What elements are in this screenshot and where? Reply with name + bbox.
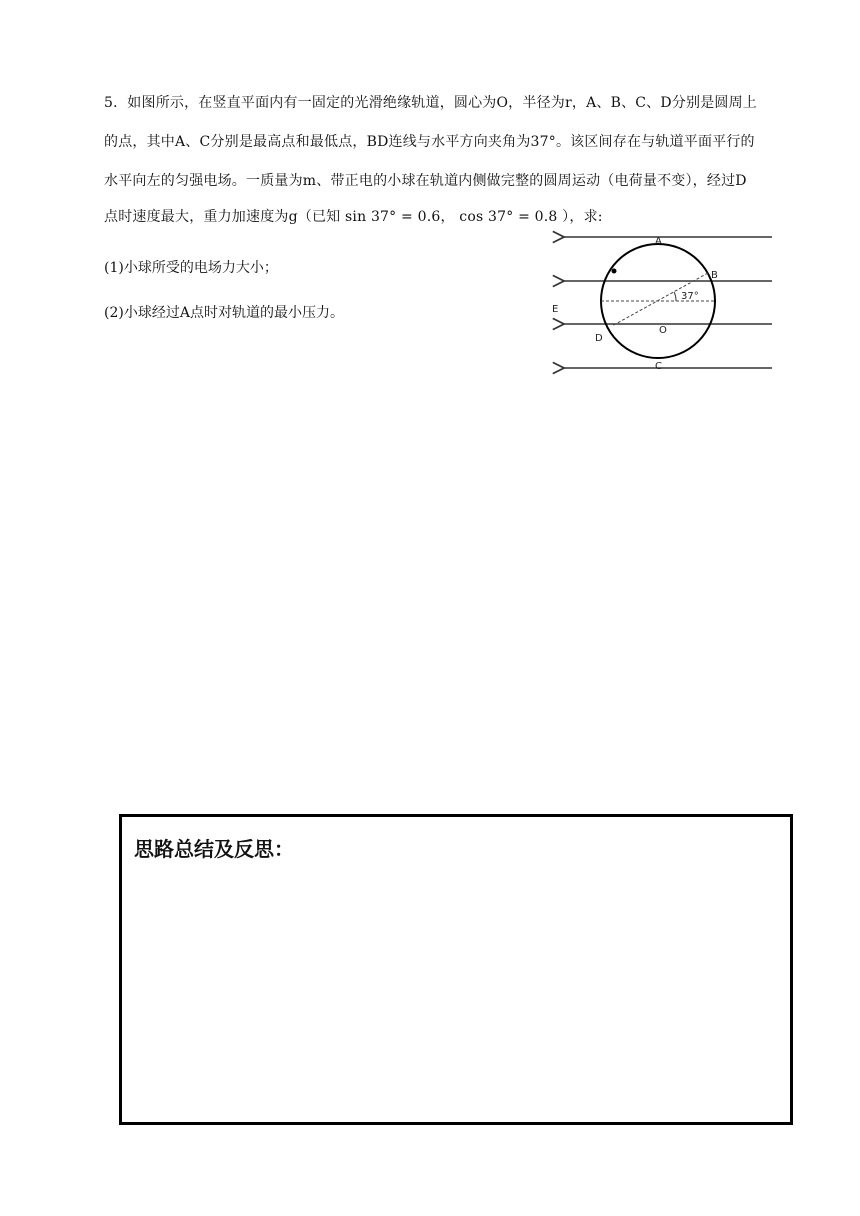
label-c: C <box>655 361 662 372</box>
summary-box-title: 思路总结及反思： <box>134 837 294 861</box>
label-o: O <box>659 325 667 336</box>
question-line-1: 5．如图所示，在竖直平面内有一固定的光滑绝缘轨道，圆心为O，半径为r，A、B、C、D分别是圆周上 <box>104 95 758 111</box>
question-line-3: 水平向左的匀强电场。一质量为m、带正电的小球在轨道内侧做完整的圆周运动（电荷量不变），经过D <box>104 173 747 189</box>
label-a: A <box>655 236 662 247</box>
sub-question-1: (1)小球所受的电场力大小； <box>104 260 278 276</box>
ball <box>612 269 617 274</box>
label-angle: 37° <box>681 291 699 302</box>
label-b: B <box>711 270 718 281</box>
question-line-4: 点时速度最大，重力加速度为g（已知 sin 37° = 0.6， cos 37° = 0.8 ），求: <box>104 209 603 225</box>
label-e: E <box>552 304 559 315</box>
question-line-2: 的点，其中A、C分别是最高点和最低点，BD连线与水平方向夹角为37°。该区间存在与轨道平面平行的 <box>104 134 755 150</box>
circular-track-diagram <box>548 226 778 376</box>
summary-box <box>119 814 793 1125</box>
label-d: D <box>595 333 603 344</box>
sub-question-2: (2)小球经过A点时对轨道的最小压力。 <box>104 305 344 321</box>
angle-arc <box>674 292 676 301</box>
